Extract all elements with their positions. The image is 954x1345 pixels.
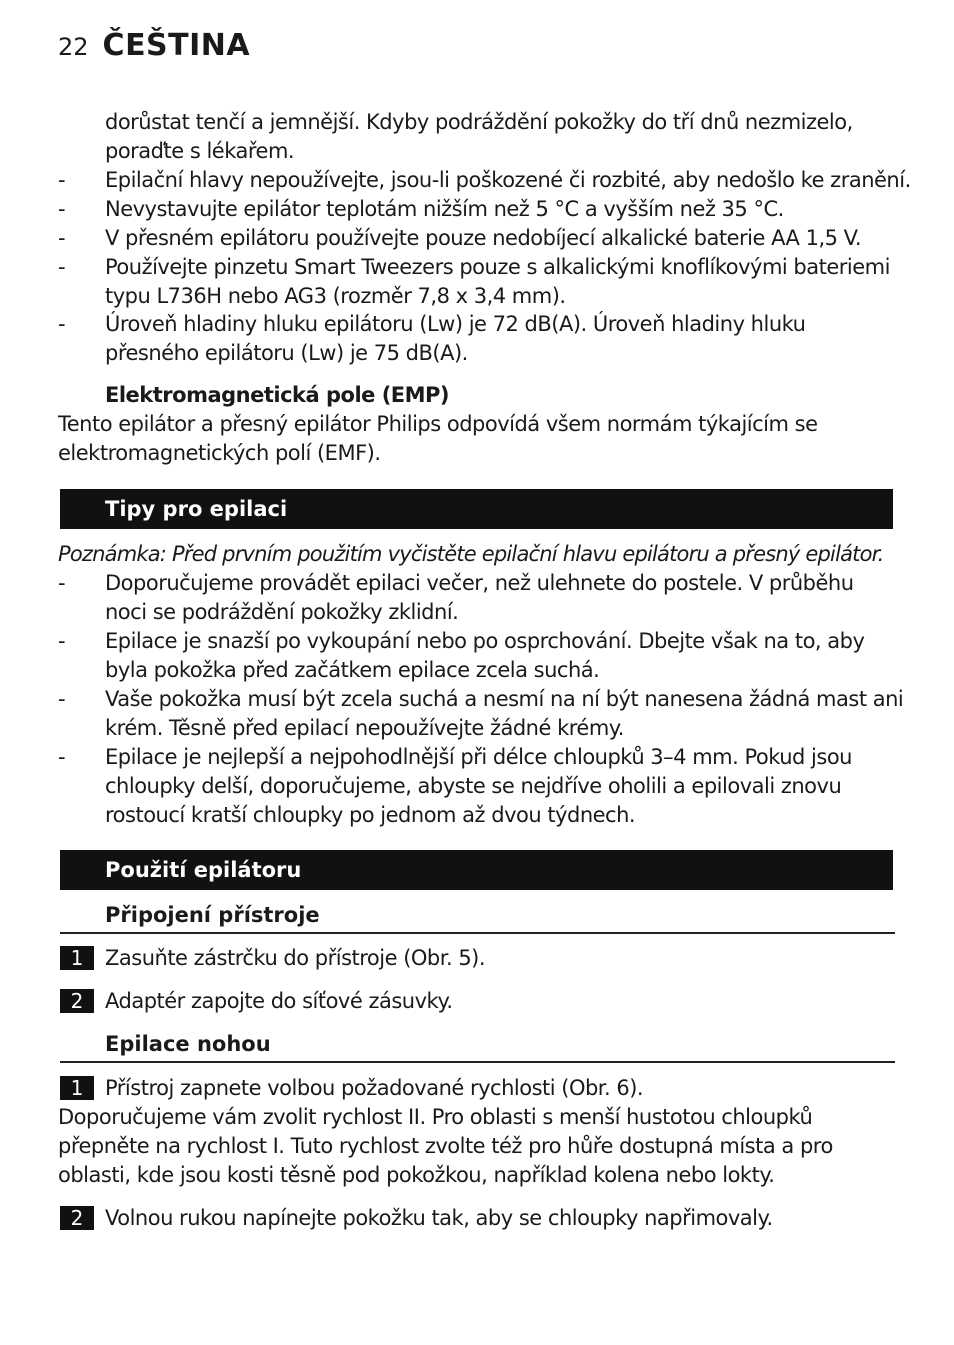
divider bbox=[60, 932, 895, 934]
explanation-text: Doporučujeme vám zvolit rychlost II. Pro oblasti s menší hustotou chloupků bbox=[58, 1105, 813, 1129]
bullet-dash: - bbox=[58, 226, 66, 250]
warning-item: Používejte pinzetu Smart Tweezers pouze s alkalickými knoflíkovými bateriemi bbox=[105, 255, 890, 279]
explanation-text: oblasti, kde jsou kosti těsně pod pokožkou, například kolena nebo lokty. bbox=[58, 1163, 775, 1187]
bullet-dash: - bbox=[58, 629, 66, 653]
intro-line: dorůstat tenčí a jemnější. Kdyby podráždění pokožky do tří dnů nezmizelo, bbox=[105, 110, 853, 134]
step-number: 2 bbox=[60, 1206, 94, 1230]
warning-item: Nevystavujte epilátor teplotám nižším než 5 °C a vyšším než 35 °C. bbox=[105, 197, 784, 221]
tip-item: rostoucí kratší chloupky po jednom až dvou týdnech. bbox=[105, 803, 636, 827]
intro-line: poraďte s lékařem. bbox=[105, 139, 295, 163]
bullet-dash: - bbox=[58, 168, 66, 192]
tip-item: Epilace je snazší po vykoupání nebo po osprchování. Dbejte však na to, aby bbox=[105, 629, 865, 653]
page-header bbox=[58, 28, 250, 63]
explanation-text: přepněte na rychlost I. Tuto rychlost zvolte též pro hůře dostupná místa a pro bbox=[58, 1134, 833, 1158]
warning-item: přesného epilátoru (Lw) je 75 dB(A). bbox=[105, 341, 468, 365]
tip-item: krém. Těsně před epilací nepoužívejte žádné krémy. bbox=[105, 716, 624, 740]
warning-item: typu L736H nebo AG3 (rozměr 7,8 x 3,4 mm). bbox=[105, 284, 566, 308]
warning-item: V přesném epilátoru používejte pouze nedobíjecí alkalické baterie AA 1,5 V. bbox=[105, 226, 861, 250]
bullet-dash: - bbox=[58, 312, 66, 336]
tip-item: byla pokožka před začátkem epilace zcela suchá. bbox=[105, 658, 600, 682]
step-number: 1 bbox=[60, 946, 94, 970]
bullet-dash: - bbox=[58, 571, 66, 595]
bullet-dash: - bbox=[58, 687, 66, 711]
note-text: Poznámka: Před prvním použitím vyčistěte epilační hlavu epilátoru a přesný epilátor. bbox=[58, 542, 884, 566]
section-bar-usage bbox=[60, 850, 893, 890]
emf-text: elektromagnetických polí (EMF). bbox=[58, 441, 381, 465]
divider bbox=[60, 1061, 895, 1063]
emf-heading: Elektromagnetická pole (EMP) bbox=[105, 383, 450, 407]
bullet-dash: - bbox=[58, 197, 66, 221]
step-text: Adaptér zapojte do síťové zásuvky. bbox=[105, 989, 453, 1013]
language-title: ČEŠTINA bbox=[102, 28, 251, 63]
subheading-connect: Připojení přístroje bbox=[105, 903, 320, 927]
tip-item: Doporučujeme provádět epilaci večer, než ulehnete do postele. V průběhu bbox=[105, 571, 854, 595]
subheading-legs: Epilace nohou bbox=[105, 1032, 271, 1056]
bullet-dash: - bbox=[58, 255, 66, 279]
tip-item: noci se podráždění pokožky zklidní. bbox=[105, 600, 459, 624]
section-title: Použití epilátoru bbox=[105, 858, 302, 882]
section-title: Tipy pro epilaci bbox=[105, 497, 288, 521]
emf-text: Tento epilátor a přesný epilátor Philips odpovídá všem normám týkajícím se bbox=[58, 412, 818, 436]
tip-item: Vaše pokožka musí být zcela suchá a nesmí na ní být nanesena žádná mast ani bbox=[105, 687, 904, 711]
bullet-dash: - bbox=[58, 745, 66, 769]
tip-item: Epilace je nejlepší a nejpohodlnější při délce chloupků 3–4 mm. Pokud jsou bbox=[105, 745, 852, 769]
step-number: 1 bbox=[60, 1076, 94, 1100]
step-text: Volnou rukou napínejte pokožku tak, aby se chloupky napřimovaly. bbox=[105, 1206, 773, 1230]
tip-item: chloupky delší, doporučujeme, abyste se nejdříve oholili a epilovali znovu bbox=[105, 774, 842, 798]
warning-item: Epilační hlavy nepoužívejte, jsou-li poškozené či rozbité, aby nedošlo ke zranění. bbox=[105, 168, 911, 192]
step-text: Přístroj zapnete volbou požadované rychlosti (Obr. 6). bbox=[105, 1076, 644, 1100]
warning-item: Úroveň hladiny hluku epilátoru (Lw) je 72 dB(A). Úroveň hladiny hluku bbox=[105, 312, 806, 336]
step-text: Zasuňte zástrčku do přístroje (Obr. 5). bbox=[105, 946, 486, 970]
section-bar-tips bbox=[60, 489, 893, 529]
page-number: 22 bbox=[58, 33, 89, 61]
step-number: 2 bbox=[60, 989, 94, 1013]
